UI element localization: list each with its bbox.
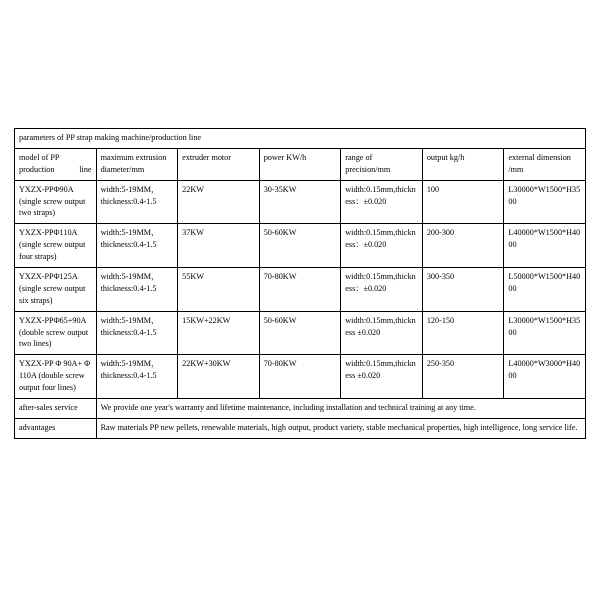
cell-model: YXZX-PPΦ65+90A (double screw output two lines) <box>15 311 97 355</box>
table-title: parameters of PP strap making machine/production line <box>15 129 586 149</box>
cell-output: 300-350 <box>422 268 504 312</box>
cell-extruder-motor: 22KW <box>178 180 260 224</box>
cell-dimension: L30000*W1500*H3500 <box>504 311 586 355</box>
column-header-dimension: external dimension /mm <box>504 148 586 180</box>
cell-model: YXZX-PPΦ110A (single screw output four straps) <box>15 224 97 268</box>
after-sales-service-label: after-sales service <box>15 399 97 419</box>
cell-precision: width:0.15mm,thickness ±0.020 <box>341 355 423 399</box>
cell-precision: width:0.15mm,thickness ±0.020 <box>341 311 423 355</box>
cell-power: 50-60KW <box>259 224 341 268</box>
cell-dimension: L30000*W1500*H3500 <box>504 180 586 224</box>
cell-output: 120-150 <box>422 311 504 355</box>
cell-power: 30-35KW <box>259 180 341 224</box>
after-sales-service-row <box>15 399 586 419</box>
column-header-output: output kg/h <box>422 148 504 180</box>
table-row <box>15 180 586 224</box>
column-header-model: model of PP production line <box>15 148 97 180</box>
cell-max-extrusion: width:5-19MM，thickness:0.4-1.5 <box>96 224 178 268</box>
cell-dimension: L40000*W1500*H4000 <box>504 224 586 268</box>
column-header-extruder-motor: extruder motor <box>178 148 260 180</box>
cell-output: 200-300 <box>422 224 504 268</box>
cell-max-extrusion: width:5-19MM，thickness:0.4-1.5 <box>96 311 178 355</box>
table-title-row <box>15 129 586 149</box>
cell-output: 250-350 <box>422 355 504 399</box>
cell-model: YXZX-PPΦ125A (single screw output six straps) <box>15 268 97 312</box>
table-header-row <box>15 148 586 180</box>
cell-dimension: L40000*W3000*H4000 <box>504 355 586 399</box>
cell-max-extrusion: width:5-19MM，thickness:0.4-1.5 <box>96 355 178 399</box>
after-sales-service-text: We provide one year's warranty and lifetime maintenance, including installation and technical training at any time. <box>96 399 585 419</box>
cell-model: YXZX-PPΦ90A (single screw output two straps) <box>15 180 97 224</box>
advantages-text: Raw materials PP new pellets, renewable materials, high output, product variety, stable mechanical properties, high intelligence, long service life. <box>96 418 585 438</box>
cell-max-extrusion: width:5-19MM，thickness:0.4-1.5 <box>96 180 178 224</box>
table-row <box>15 355 586 399</box>
cell-precision: width:0.15mm,thickness：±0.020 <box>341 180 423 224</box>
cell-extruder-motor: 15KW+22KW <box>178 311 260 355</box>
cell-precision: width:0.15mm,thickness：±0.020 <box>341 224 423 268</box>
table-row <box>15 224 586 268</box>
cell-power: 70-80KW <box>259 268 341 312</box>
table-row <box>15 268 586 312</box>
specification-table-wrapper <box>14 128 586 439</box>
column-header-max-extrusion: maximum extrusion diameter/mm <box>96 148 178 180</box>
cell-precision: width:0.15mm,thickness：±0.020 <box>341 268 423 312</box>
cell-extruder-motor: 22KW+30KW <box>178 355 260 399</box>
table-row <box>15 311 586 355</box>
cell-dimension: L50000*W1500*H4000 <box>504 268 586 312</box>
specification-table <box>14 128 586 439</box>
cell-extruder-motor: 37KW <box>178 224 260 268</box>
advantages-label: advantages <box>15 418 97 438</box>
cell-power: 70-80KW <box>259 355 341 399</box>
cell-power: 50-60KW <box>259 311 341 355</box>
column-header-power: power KW/h <box>259 148 341 180</box>
cell-output: 100 <box>422 180 504 224</box>
cell-max-extrusion: width:5-19MM，thickness:0.4-1.5 <box>96 268 178 312</box>
cell-model: YXZX-PP Φ 90A+ Φ 110A (double screw output four lines) <box>15 355 97 399</box>
column-header-precision: range of precision/mm <box>341 148 423 180</box>
advantages-row <box>15 418 586 438</box>
cell-extruder-motor: 55KW <box>178 268 260 312</box>
